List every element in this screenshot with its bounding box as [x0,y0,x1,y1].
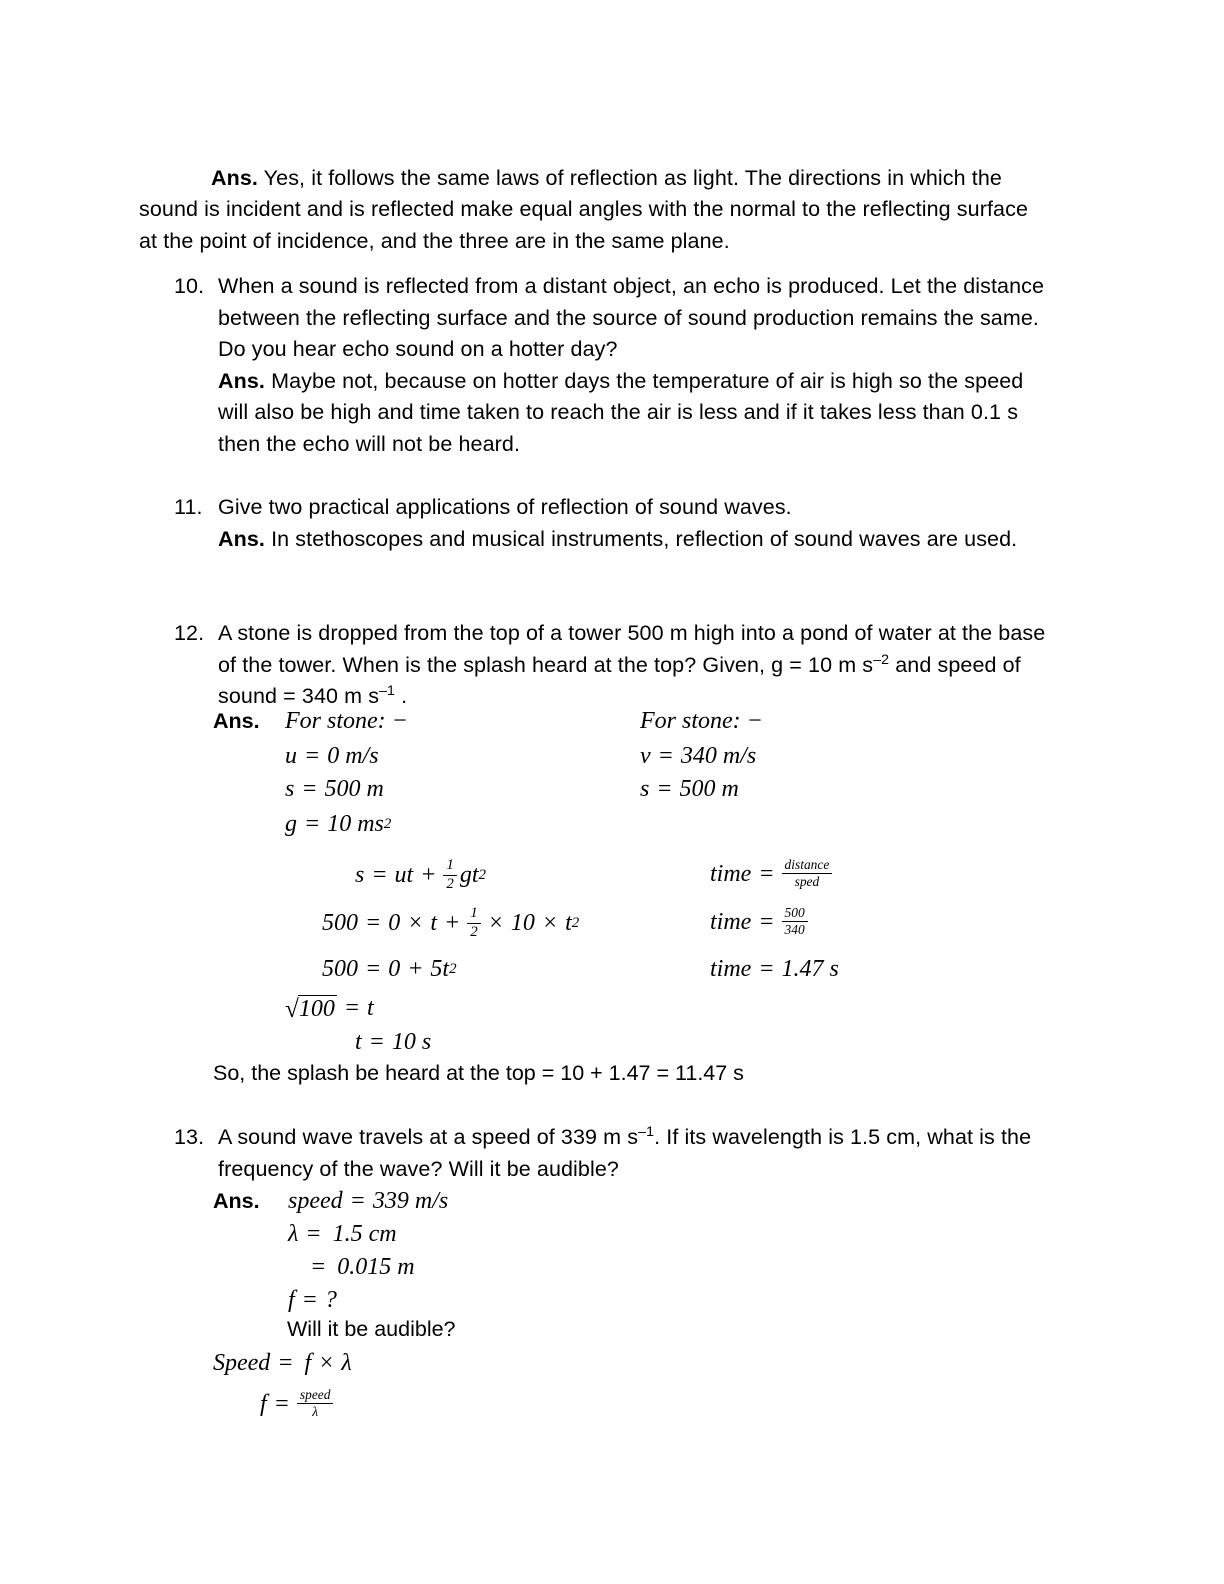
math-equals: = [304,811,321,837]
fraction-denominator: 2 [467,923,480,941]
math-equals: = [368,1029,385,1055]
math-equals: = [273,1390,290,1417]
intro-answer-text: Yes, it follows the same laws of reflection as light. The directions in which the sound is incident and is reflected make equal angles with the normal to the reflecting surface at the point of incidence, and the three are in the same plane. [139,165,1029,253]
math-equation-time2 [710,906,811,937]
math-lhs: 500 [322,910,358,937]
math-lhs: v [640,743,651,769]
math-rhs: 10 ms [327,811,384,837]
math-equation-t [355,1030,431,1054]
math-lhs: s [355,862,365,889]
math-lhs: time [710,956,752,982]
question-text-part1: A stone is dropped from the top of a tower 500 m high into a pond of water at the base of the tower. When is the splash heard at the top? Given, g = 10 m s [218,621,1046,677]
math-line-f [288,1288,337,1312]
math-equation-f [260,1388,336,1419]
answer-label: Ans. [218,368,265,393]
math-term: t [430,910,438,937]
question-text-part3: . [395,684,408,708]
math-fraction [782,858,833,889]
math-equals: = [305,1221,322,1247]
math-rhs: 0 m/s [327,743,379,769]
fraction-denominator: λ [297,1403,334,1419]
question-text-part2: and speed of sound = 340 m s [218,652,1021,708]
math-rhs: 500 m [324,776,384,802]
math-lhs: t [355,1029,362,1055]
math-term: 0 [388,956,401,982]
question-body [218,1122,1069,1185]
math-times: × [318,1350,335,1376]
question-block-13 [174,1122,1069,1185]
math-fraction [467,906,480,940]
answer-label: Ans. [218,526,265,551]
math-rhs: 1.5 cm [332,1221,397,1247]
math-left-heading: For stone: − [285,708,408,734]
math-equation-500a: 500 = 0 × t + $\frac{1}{2}$ × 10 × t 2 [322,905,580,940]
question-text: When a sound is reflected from a distant object, an echo is produced. Let the distance between the reflecting surface and the source of sound production remains the same. Do you hear echo sound on a hotter day? [218,274,1045,361]
math-lhs: speed [288,1188,343,1214]
math-left-line-0 [285,744,379,768]
math-lhs: g [285,811,297,837]
question-number: 12. [174,621,205,645]
intro-answer-paragraph [139,163,1044,258]
math-plus: + [444,910,461,937]
math-rhs: 500 m [679,776,739,802]
math-equals: = [304,743,321,769]
math-plus: + [420,862,437,889]
math-right-line-1 [640,777,739,801]
math-lhs: time [710,908,752,935]
math-line-lambda-metres [310,1255,415,1279]
math-term: 10 [510,910,535,937]
math-lhs: 500 [322,956,358,982]
question-text-part1: A sound wave travels at a speed of 339 m s [218,1125,639,1149]
math-lhs: λ [288,1221,299,1247]
math-term: λ [341,1350,352,1376]
math-equals: = [365,910,382,937]
question-number: 10. [174,274,205,298]
math-right-heading: For stone: − [640,708,763,734]
fraction-numerator: speed [299,1387,331,1402]
math-times: × [541,910,559,937]
math-equation-time1 [710,858,835,889]
fraction-numerator: distance [784,857,830,872]
question-text: Give two practical applications of reflection of sound waves. [218,495,792,519]
question-superscript-2: –1 [379,682,396,699]
question-text-part2: . If its wavelength is 1.5 cm, what is the frequency of the wave? Will it be audible? [218,1125,1032,1181]
math-term: 0 [388,910,401,937]
math-equals: = [349,1188,366,1214]
math-term: ut [394,862,414,889]
math-lhs: u [285,743,297,769]
math-lhs: Speed [213,1350,271,1376]
square-root-icon [285,995,337,1021]
math-line-lambda [288,1222,397,1246]
math-equals: = [365,956,382,982]
math-equals: = [371,862,388,889]
math-lhs: f [260,1390,267,1417]
answer-label: Ans. [211,165,258,190]
q13-audible-question: Will it be audible? [287,1317,456,1341]
math-equals: = [277,1350,294,1376]
math-rhs: 1.47 s [781,956,839,982]
math-lhs: s [640,776,650,802]
q12-conclusion: So, the splash be heard at the top = 10 + 1.47 = 11.47 s [213,1061,744,1085]
math-rhs: 340 m/s [680,743,757,769]
math-fraction [782,906,808,937]
question-number: 11. [174,495,203,519]
math-equation-sqrt [285,995,374,1021]
math-equals: = [656,776,673,802]
math-lhs: s [285,776,295,802]
math-left-line-2: g = 10 ms 2 [285,811,392,837]
answer-label-12: Ans. [213,709,260,733]
math-term: 5t [430,956,450,982]
math-equals: = [301,776,318,802]
question-block-11 [174,492,1054,555]
math-equation-time3 [710,957,839,981]
math-rhs: t [367,995,374,1021]
math-lhs: f [288,1287,295,1313]
math-rhs: ? [324,1287,337,1313]
math-lhs: time [710,860,752,887]
math-equals: = [301,1287,318,1313]
fraction-numerator: 1 [446,857,454,873]
question-block-10 [174,271,1054,460]
math-left-line-1 [285,777,384,801]
answer-label-13: Ans. [213,1189,260,1213]
question-number: 13. [174,1125,205,1149]
math-fraction [297,1388,334,1419]
math-equals: = [758,908,775,935]
math-rhs: 339 m/s [372,1188,449,1214]
math-plus: + [407,956,424,982]
question-body [218,618,1064,713]
answer-text: In stethoscopes and musical instruments, reflection of sound waves are used. [265,526,1018,551]
fraction-numerator: 500 [784,905,805,920]
question-superscript-1: –1 [638,1123,655,1140]
question-body [218,492,1054,555]
math-fraction [443,858,456,892]
math-equation-speed [213,1351,352,1375]
math-equals: = [758,860,775,887]
math-right-line-0 [640,744,756,768]
math-equals: = [343,995,361,1021]
math-equals: = [758,956,775,982]
math-equation-s: s = ut + $\frac{1}{2}$ gt 2 [355,857,486,892]
radicand: 100 [298,996,335,1022]
radical-sign: √ [285,995,299,1023]
math-term: t [565,910,572,937]
math-rhs: 0.015 m [337,1254,415,1280]
question-block-12 [174,618,1064,713]
math-times: × [407,910,424,937]
question-body [218,271,1054,460]
math-equation-500b: 500 = 0 + 5t 2 [322,956,457,982]
math-times: × [487,910,504,937]
math-term: f [304,1350,312,1376]
math-equals: = [310,1254,327,1280]
answer-text: Maybe not, because on hotter days the temperature of air is high so the speed will also be high and time taken to reach the air is less and if it takes less than 0.1 s then the echo will not be heard. [218,368,1024,456]
math-equals: = [657,743,674,769]
question-superscript-1: –2 [873,651,890,668]
fraction-numerator: 1 [470,905,478,921]
fraction-denominator: sped [782,873,833,889]
fraction-denominator: 2 [443,875,456,893]
math-rhs: 10 s [391,1029,432,1055]
math-line-speed [288,1189,448,1213]
fraction-denominator: 340 [782,921,808,937]
math-term: gt [459,862,479,889]
